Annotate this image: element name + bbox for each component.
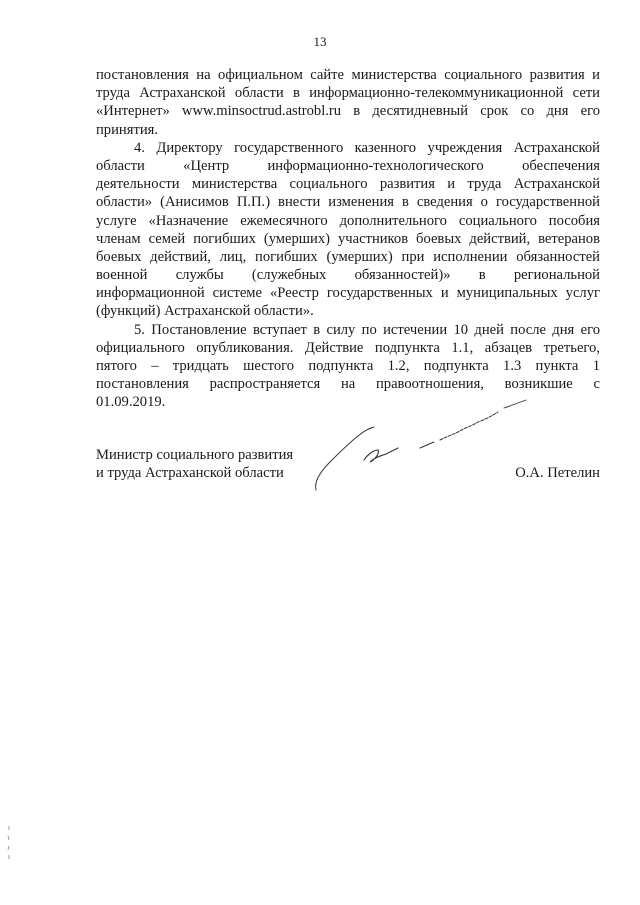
signatory-name: О.А. Петелин: [515, 465, 600, 482]
page-number: 13: [313, 34, 327, 49]
text-line: постановления распространяется на правоотношения, возникшие с: [96, 376, 600, 393]
text-line: (функций) Астраханской области».: [96, 303, 314, 320]
signatory-title-line: Министр социального развития: [96, 447, 294, 463]
signatory-title: [96, 446, 293, 482]
text-line: членам семей погибших (умерших) участников боевых действий, ветеранов: [96, 230, 600, 247]
scan-margin-mark: [6, 826, 12, 860]
text-line: информационной системе «Реестр государственных и муниципальных услуг: [96, 285, 600, 302]
text-line: военной службы (служебных обязанностей)» в региональной: [96, 267, 600, 284]
text-line: области» (Анисимов П.П.) внести изменения в сведения о государственной: [96, 194, 600, 211]
text-line: 5. Постановление вступает в силу по истечении 10 дней после дня его: [134, 321, 600, 338]
paragraph-item-4: [96, 139, 600, 321]
text-line: труда Астраханской области в информационно-телекоммуникационной сети: [96, 85, 600, 102]
text-line: области «Центр информационно-технологического обеспечения: [96, 157, 600, 174]
text-line: пятого – тридцать шестого подпункта 1.2, подпункта 1.3 пункта 1: [96, 358, 600, 374]
text-line: боевых действий, лиц, погибших (умерших) при исполнении обязанностей: [96, 248, 600, 265]
text-line: «Интернет» www.minsoctrud.astrobl.ru в десятидневный срок со дня его: [96, 103, 600, 120]
text-line: 4. Директору государственного казенного учреждения Астраханской: [134, 139, 600, 156]
text-line: 01.09.2019.: [96, 394, 166, 411]
text-line: деятельности министерства социального развития и труда Астраханской: [96, 176, 600, 193]
signature-block: [96, 446, 600, 506]
signatory-title-line: и труда Астраханской области: [96, 465, 284, 482]
document-body: [96, 66, 600, 412]
text-line: официального опубликования. Действие подпункта 1.1, абзацев третьего,: [96, 339, 600, 356]
text-line: постановления на официальном сайте министерства социального развития и: [96, 67, 600, 83]
text-line: принятия.: [96, 121, 158, 138]
paragraph-publication: [96, 66, 600, 139]
text-line: услуге «Назначение ежемесячного дополнительного социального пособия: [96, 212, 600, 229]
